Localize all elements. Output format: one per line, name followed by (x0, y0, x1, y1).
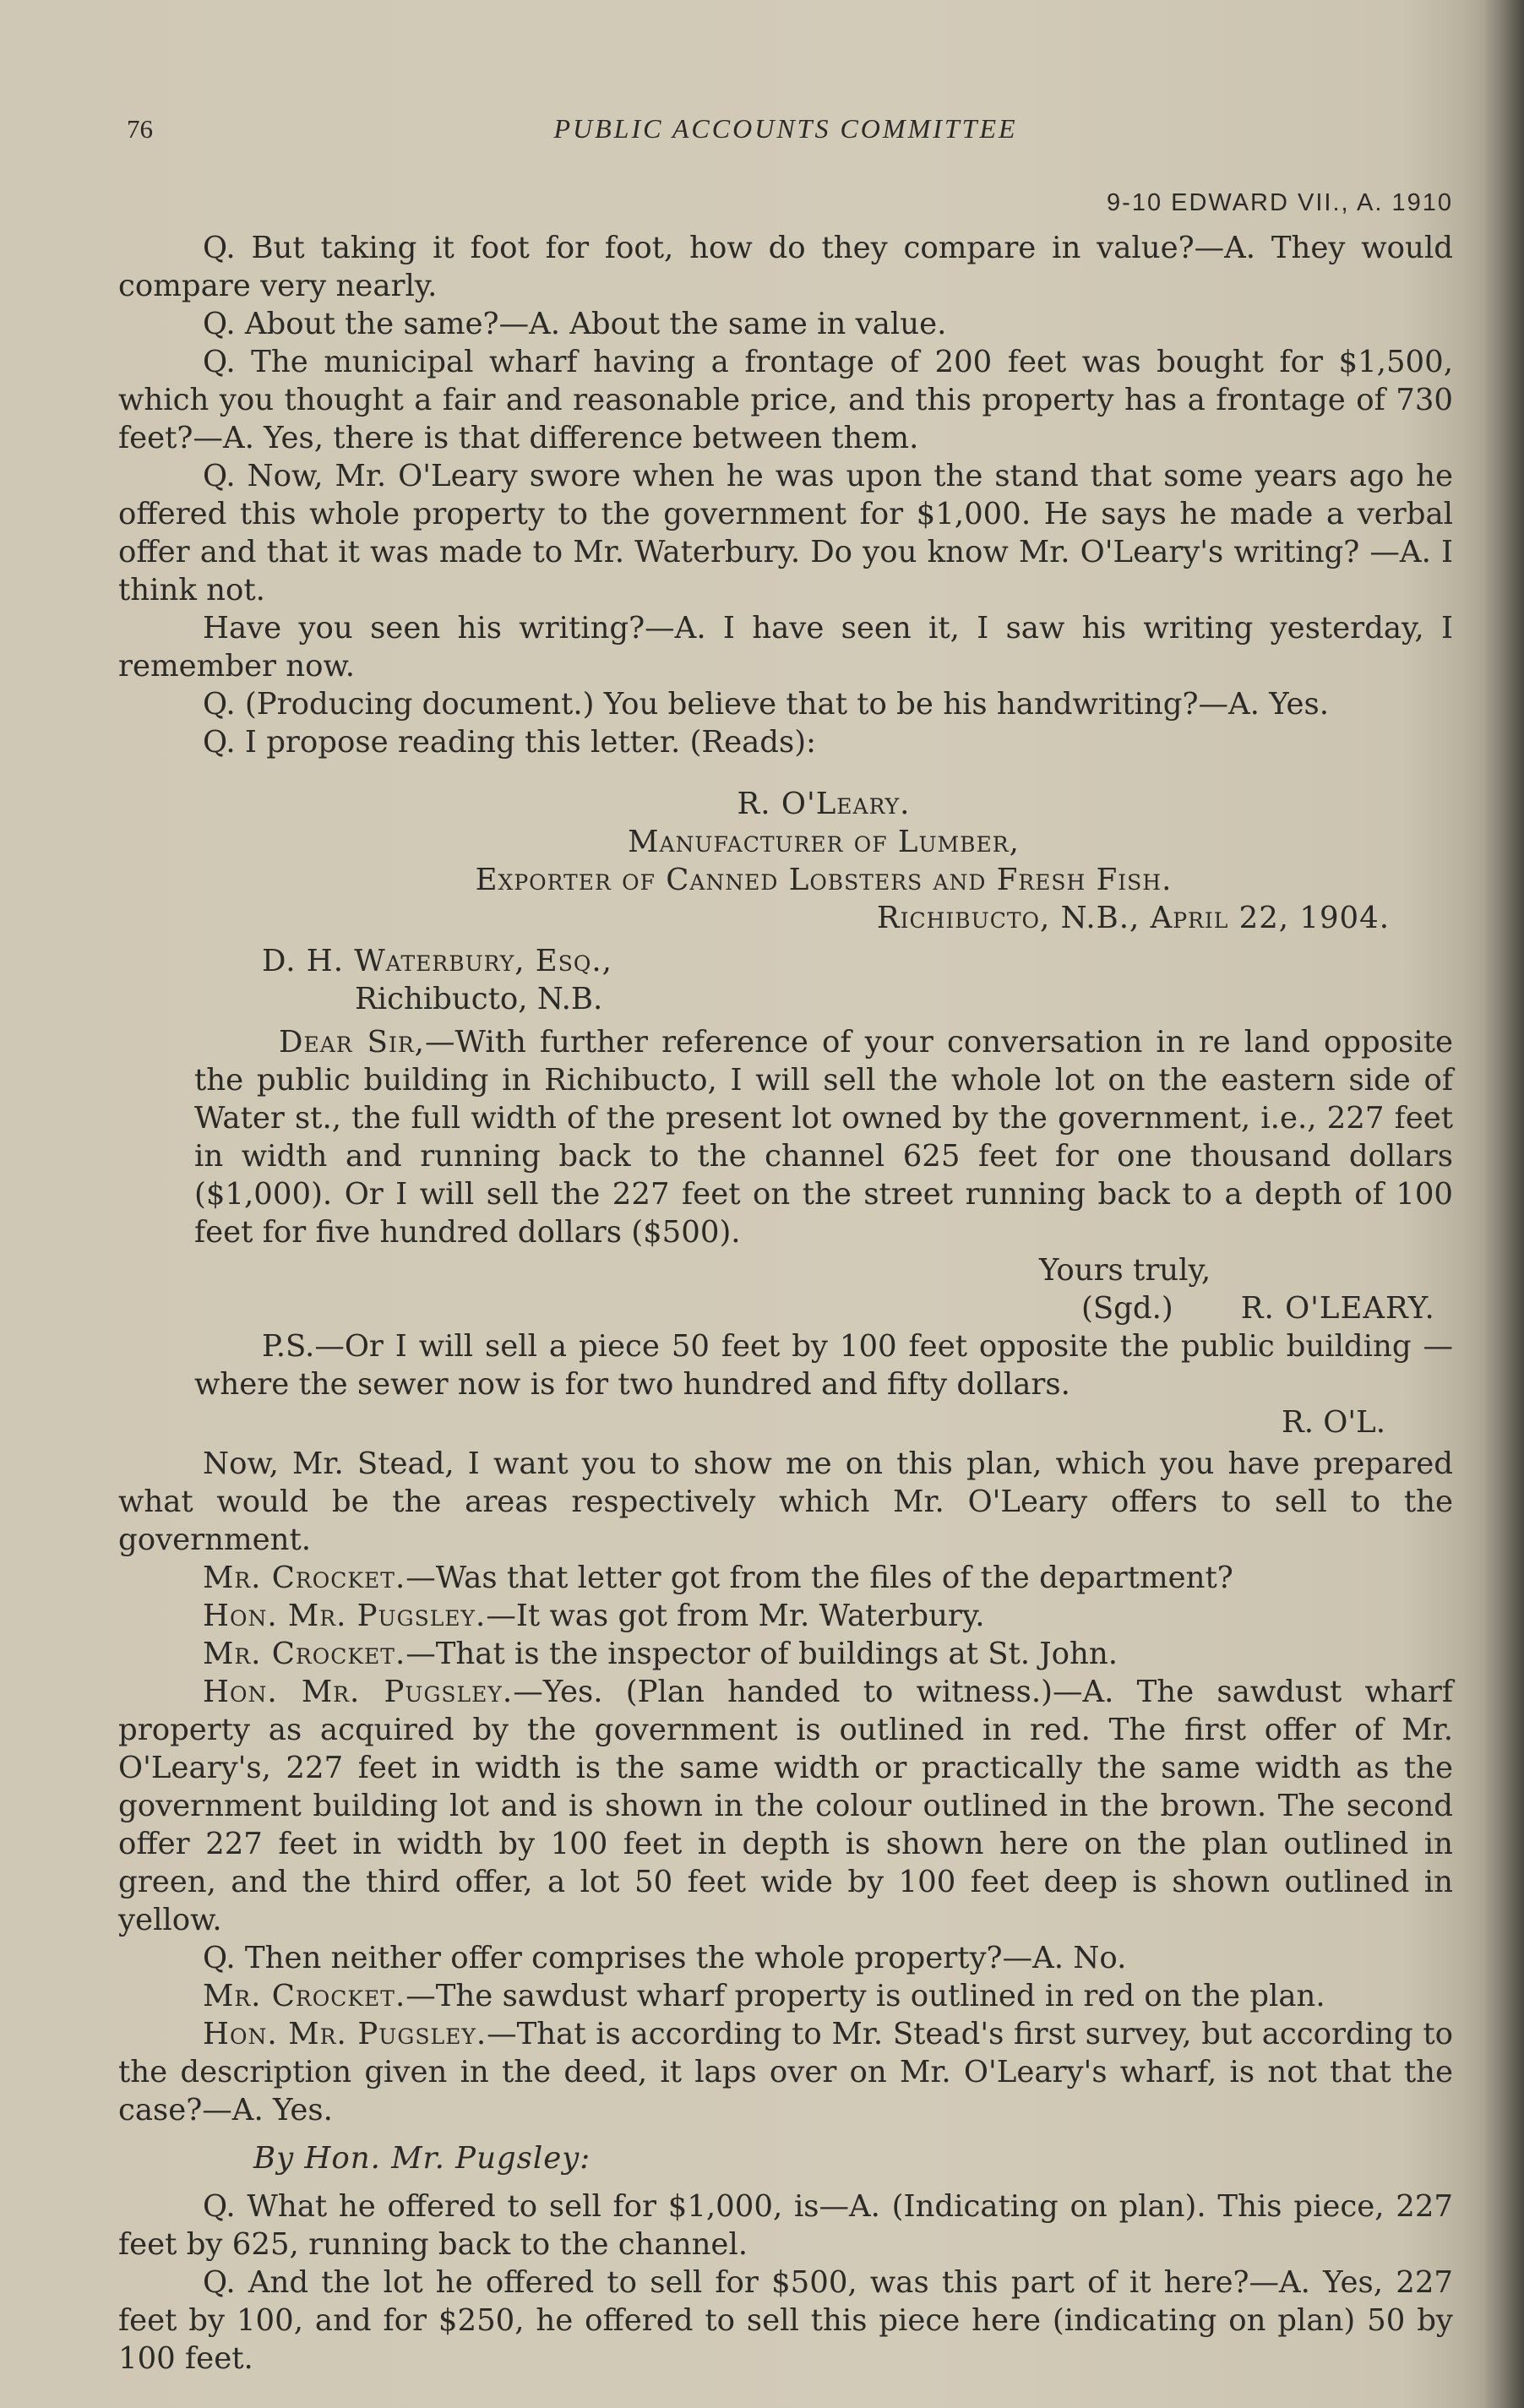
speaker-paragraph: Hon. Mr. Pugsley.—Yes. (Plan handed to witness.)—A. The sawdust wharf property as acquired by the government is outlined in red. The first offer of Mr. O'Leary's, 227 feet in width is the same width or practically the same width as the government building lot and is shown in the colour outlined in the brown. The second offer 227 feet in width by 100 feet in depth is shown here on the plan outlined in green, and the third offer, a lot 50 feet wide by 100 feet deep is shown outlined in yellow. (118, 1675, 1453, 1937)
letter-signature: R. O'LEARY. (1240, 1291, 1435, 1326)
speaker-name: Mr. Crocket. (203, 1979, 406, 2013)
speaker-name: Hon. Mr. Pugsley. (203, 1675, 514, 1709)
letterhead-line: Manufacturer of Lumber, (628, 825, 1020, 859)
letter-addressee: D. H. Waterbury, Esq., (262, 944, 612, 978)
letter-addressee-place: Richibucto, N.B. (355, 982, 603, 1016)
letter-signature-line (1081, 1289, 1453, 1327)
paragraph: Q. What he offered to sell for $1,000, is—A. (Indicating on plan). This piece, 227 feet by 625, running back to the channel. (118, 2189, 1453, 2262)
speaker-paragraph: Mr. Crocket.—Was that letter got from the files of the department? (203, 1561, 1233, 1595)
letterhead (194, 785, 1453, 899)
book-spine-shadow (1483, 0, 1524, 2408)
paragraph: Q. I propose reading this letter. (Reads): (203, 725, 817, 760)
speaker-paragraph: Hon. Mr. Pugsley.—That is according to Mr. Stead's first survey, but according to the description given in the deed, it laps over on Mr. O'Leary's wharf, is not that the case?—A. Yes. (118, 2017, 1453, 2127)
speaker-name: Mr. Crocket. (203, 1637, 406, 1671)
paragraph: Q. About the same?—A. About the same in value. (203, 307, 947, 341)
paragraph: Have you seen his writing?—A. I have seen it, I saw his writing yesterday, I remember now. (118, 611, 1453, 684)
letter-salutation: Dear Sir, (279, 1025, 425, 1060)
paragraph: Q. Then neither offer comprises the whole property?—A. No. (203, 1941, 1127, 1975)
paragraph: Q. But taking it foot for foot, how do they compare in value?—A. They would compare very nearly. (118, 231, 1453, 303)
letter-postscript: P.S.—Or I will sell a piece 50 feet by 100 feet opposite the public building —where the sewer now is for two hundred and fifty dollars. (194, 1329, 1453, 1402)
letter-body: Dear Sir,—With further reference of your conversation in re land opposite the public building in Richibucto, I will sell the whole lot on the eastern side of Water st., the full width of the present lot owned by the government, i.e., 227 feet in width and running back to the channel 625 feet for one thousand dollars ($1,000). Or I will sell the 227 feet on the street running back to a depth of 100 feet for five hundred dollars ($500). (194, 1025, 1453, 1250)
running-header (118, 93, 1453, 144)
letterhead-name: R. O'Leary. (737, 787, 911, 821)
letter-sgd: (Sgd.) (1081, 1291, 1173, 1326)
letter-closing: Yours truly, (1039, 1253, 1211, 1288)
paragraph: Now, Mr. Stead, I want you to show me on this plan, which you have prepared what would be the areas respectively which Mr. O'Leary offers to sell to the government. (118, 1446, 1453, 1557)
paragraph: Q. The municipal wharf having a frontage of 200 feet was bought for $1,500, which you thought a fair and reasonable price, and this property has a frontage of 730 feet?—A. Yes, there is that difference between them. (118, 345, 1453, 455)
speaker-name: Mr. Crocket. (203, 1561, 406, 1595)
page-number: 76 (127, 114, 153, 144)
paragraph: Q. (Producing document.) You believe that to be his handwriting?—A. Yes. (203, 687, 1330, 722)
page-content (118, 93, 1453, 2378)
speaker-paragraph: Hon. Mr. Pugsley.—It was got from Mr. Waterbury. (203, 1599, 985, 1633)
letter-initials: R. O'L. (1281, 1405, 1385, 1440)
speaker-paragraph: Mr. Crocket.—The sawdust wharf property is outlined in red on the plan. (203, 1979, 1325, 2013)
letter-dateline: Richibucto, N.B., April 22, 1904. (876, 901, 1390, 935)
letterhead-line: Exporter of Canned Lobsters and Fresh Fish. (475, 863, 1173, 897)
speaker-name: Hon. Mr. Pugsley. (203, 2017, 487, 2051)
speaker-name: Hon. Mr. Pugsley. (203, 1599, 487, 1633)
paragraph: Q. Now, Mr. O'Leary swore when he was upon the stand that some years ago he offered this whole property to the government for $1,000. He says he made a verbal offer and that it was made to Mr. Waterbury. Do you know Mr. O'Leary's writing? —A. I think not. (118, 459, 1453, 607)
examination-byline: By Hon. Mr. Pugsley: (253, 2141, 591, 2176)
session-label: 9-10 EDWARD VII., A. 1910 (1107, 189, 1453, 216)
quoted-letter (194, 785, 1453, 1441)
speaker-paragraph: Mr. Crocket.—That is the inspector of buildings at St. John. (203, 1637, 1118, 1671)
paragraph: Q. And the lot he offered to sell for $500, was this part of it here?—A. Yes, 227 feet by 100, and for $250, he offered to sell this piece here (indicating on plan) 50 by 100 feet. (118, 2265, 1453, 2376)
running-title: PUBLIC ACCOUNTS COMMITTEE (553, 113, 1018, 144)
